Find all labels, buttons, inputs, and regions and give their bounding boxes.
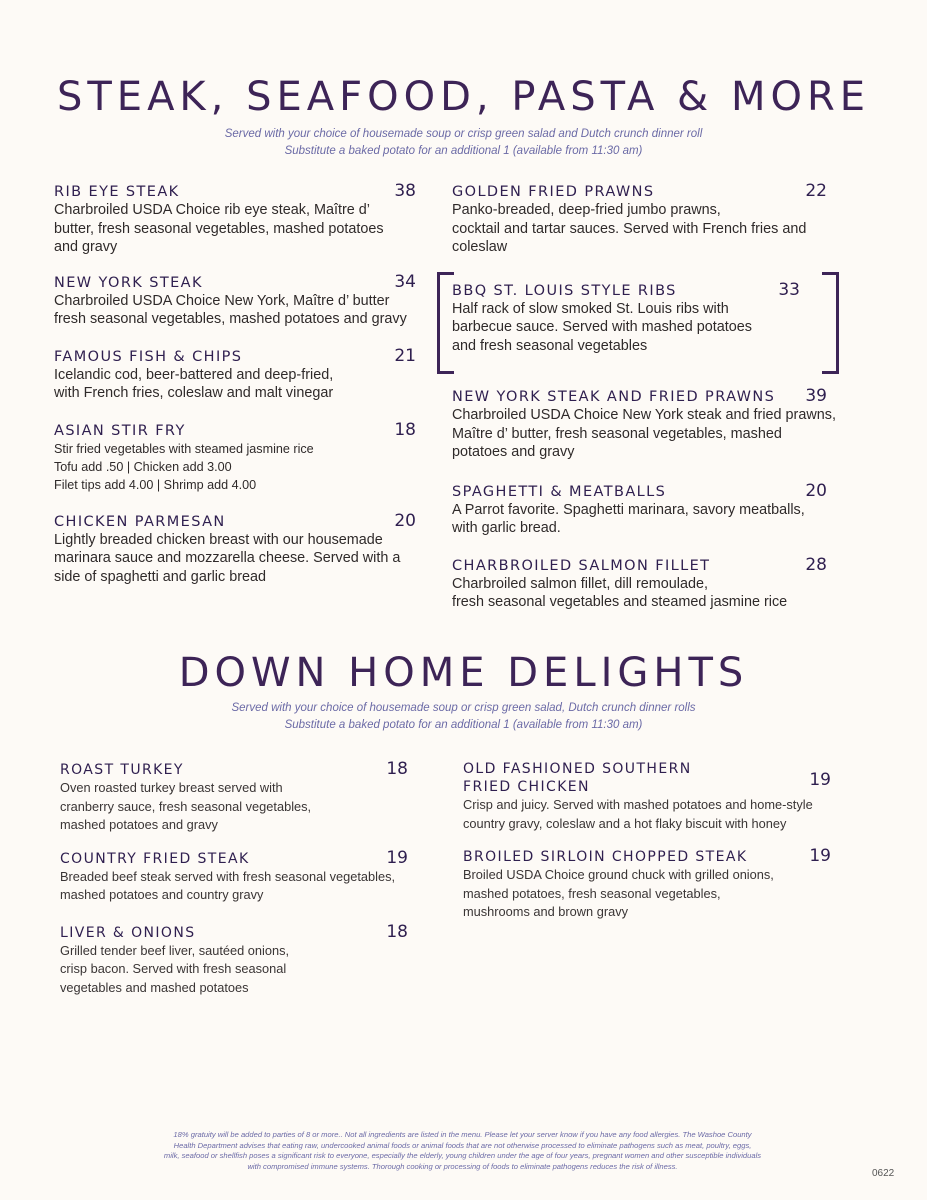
menu-item <box>54 512 416 587</box>
item-price: 20 <box>394 510 416 531</box>
item-price: 18 <box>386 759 408 779</box>
item-name: NEW YORK STEAK AND FRIED PRAWNS <box>452 389 776 405</box>
menu-item-featured <box>452 281 800 356</box>
item-description: Charbroiled salmon fillet, dill remoulade, fresh seasonal vegetables and steamed jasmine rice <box>452 575 788 610</box>
section2-left-column <box>60 760 408 1017</box>
menu-item <box>463 847 831 922</box>
subtitle-line: Substitute a baked potato for an additional 1 (available from 11:30 am) <box>284 719 643 731</box>
item-price: 18 <box>386 921 408 942</box>
item-name: ROAST TURKEY <box>60 762 184 778</box>
item-description: Stir fried vegetables with steamed jasmine rice Tofu add .50 | Chicken add 3.00 Filet tips add 4.00 | Shrimp add 4.00 <box>54 441 314 492</box>
item-price: 21 <box>394 345 416 366</box>
item-name: OLD FASHIONED SOUTHERN FRIED CHICKEN <box>463 761 692 795</box>
menu-item <box>54 182 416 257</box>
item-name: BBQ ST. LOUIS STYLE RIBS <box>452 282 677 299</box>
item-name: FAMOUS FISH & CHIPS <box>54 348 243 365</box>
item-description: Breaded beef steak served with fresh seasonal vegetables, mashed potatoes and country gravy <box>60 868 396 902</box>
subtitle-line: Substitute a baked potato for an additional 1 (available from 11:30 am) <box>284 145 643 157</box>
item-description: Charbroiled USDA Choice New York steak and fried prawns, Maître d’ butter, fresh seasonal vegetables, mashed potatoes and gravy <box>452 407 836 460</box>
item-price: 19 <box>386 847 408 868</box>
section1-subtitle <box>0 126 927 160</box>
item-name: CHARBROILED SALMON FILLET <box>452 557 711 574</box>
menu-item <box>54 273 416 329</box>
item-price: 19 <box>809 846 831 866</box>
section2-subtitle <box>0 700 927 734</box>
item-name: CHICKEN PARMESAN <box>54 513 226 530</box>
section-title-steak-seafood: STEAK, SEAFOOD, PASTA & MORE <box>56 74 871 120</box>
item-name: SPAGHETTI & MEATBALLS <box>452 483 667 500</box>
item-name: BROILED SIRLOIN CHOPPED STEAK <box>463 849 748 865</box>
item-price: 38 <box>394 181 416 201</box>
menu-item <box>60 760 408 835</box>
menu-item <box>452 386 836 462</box>
item-price: 39 <box>805 386 827 406</box>
featured-bracket-left <box>437 272 454 374</box>
menu-item <box>60 849 408 905</box>
section1-right-column <box>452 181 836 632</box>
food-safety-disclaimer: 18% gratuity will be added to parties of 8 or more.. Not all ingredients are listed in the menu. Please let your server know if you have any food allergies. The Washoe County Health Department advises that eating raw, undercooked animal foods or animal foods that are not otherwise processed to eliminate pathogens such as meat, poultry, eggs, milk, seafood or shellfish poses a significant risk to everyone, especially the elderly, young children under the age of four years, pregnant women and other susceptible individuals with compromised immune systems. Thorough cooking or processing of foods to eliminate pathogens reduces the risk of illness. <box>163 1130 762 1171</box>
item-description: Panko-breaded, deep-fried jumbo prawns, cocktail and tartar sauces. Served with French fries and coleslaw <box>452 202 807 255</box>
section1-left-column <box>54 182 416 606</box>
item-price: 22 <box>805 181 827 201</box>
menu-item <box>54 347 416 403</box>
item-description: Broiled USDA Choice ground chuck with grilled onions, mashed potatoes, fresh seasonal vegetables, mushrooms and brown gravy <box>463 867 774 919</box>
item-name: LIVER & ONIONS <box>60 924 196 941</box>
item-name: COUNTRY FRIED STEAK <box>60 850 250 867</box>
section-title-down-home: DOWN HOME DELIGHTS <box>178 650 749 696</box>
item-name: RIB EYE STEAK <box>54 184 180 200</box>
menu-item <box>54 421 416 494</box>
item-price: 18 <box>394 419 416 440</box>
subtitle-line: Served with your choice of housemade soup or crisp green salad, Dutch crunch dinner rolls <box>231 702 696 714</box>
menu-item <box>452 182 827 257</box>
item-description: Crisp and juicy. Served with mashed potatoes and home-style country gravy, coleslaw and a hot flaky biscuit with honey <box>463 797 813 831</box>
menu-code: 0622 <box>872 1168 895 1179</box>
subtitle-line: Served with your choice of housemade soup or crisp green salad and Dutch crunch dinner roll <box>224 128 703 140</box>
item-description: Lightly breaded chicken breast with our housemade marinara sauce and mozzarella cheese. Served with a side of spaghetti and garlic bread <box>54 531 401 585</box>
item-price: 19 <box>809 770 831 790</box>
item-description: Half rack of slow smoked St. Louis ribs with barbecue sauce. Served with mashed potatoes and fresh seasonal vegetables <box>452 300 752 354</box>
item-name: ASIAN STIR FRY <box>54 422 186 439</box>
featured-bracket-right <box>822 272 839 374</box>
menu-item <box>452 482 827 538</box>
menu-item <box>60 923 408 998</box>
menu-item <box>452 556 827 612</box>
item-name: NEW YORK STEAK <box>54 274 203 291</box>
item-description: Charbroiled USDA Choice New York, Maître d’ butter fresh seasonal vegetables, mashed potatoes and gravy <box>54 292 407 327</box>
item-price: 20 <box>805 480 827 501</box>
item-description: Icelandic cod, beer-battered and deep-fried, with French fries, coleslaw and malt vinegar <box>54 366 334 401</box>
menu-item <box>463 760 831 833</box>
item-description: Oven roasted turkey breast served with cranberry sauce, fresh seasonal vegetables, mashed potatoes and gravy <box>60 780 312 832</box>
section2-right-column <box>463 760 831 942</box>
item-description: A Parrot favorite. Spaghetti marinara, savory meatballs, with garlic bread. <box>452 501 805 536</box>
item-name: GOLDEN FRIED PRAWNS <box>452 184 655 200</box>
item-price: 28 <box>805 554 827 575</box>
item-description: Grilled tender beef liver, sautéed onions, crisp bacon. Served with fresh seasonal vegetables and mashed potatoes <box>60 942 290 995</box>
item-description: Charbroiled USDA Choice rib eye steak, Maître d’ butter, fresh seasonal vegetables, mashed potatoes and gravy <box>54 202 384 255</box>
item-price: 33 <box>778 279 800 300</box>
item-price: 34 <box>394 271 416 292</box>
